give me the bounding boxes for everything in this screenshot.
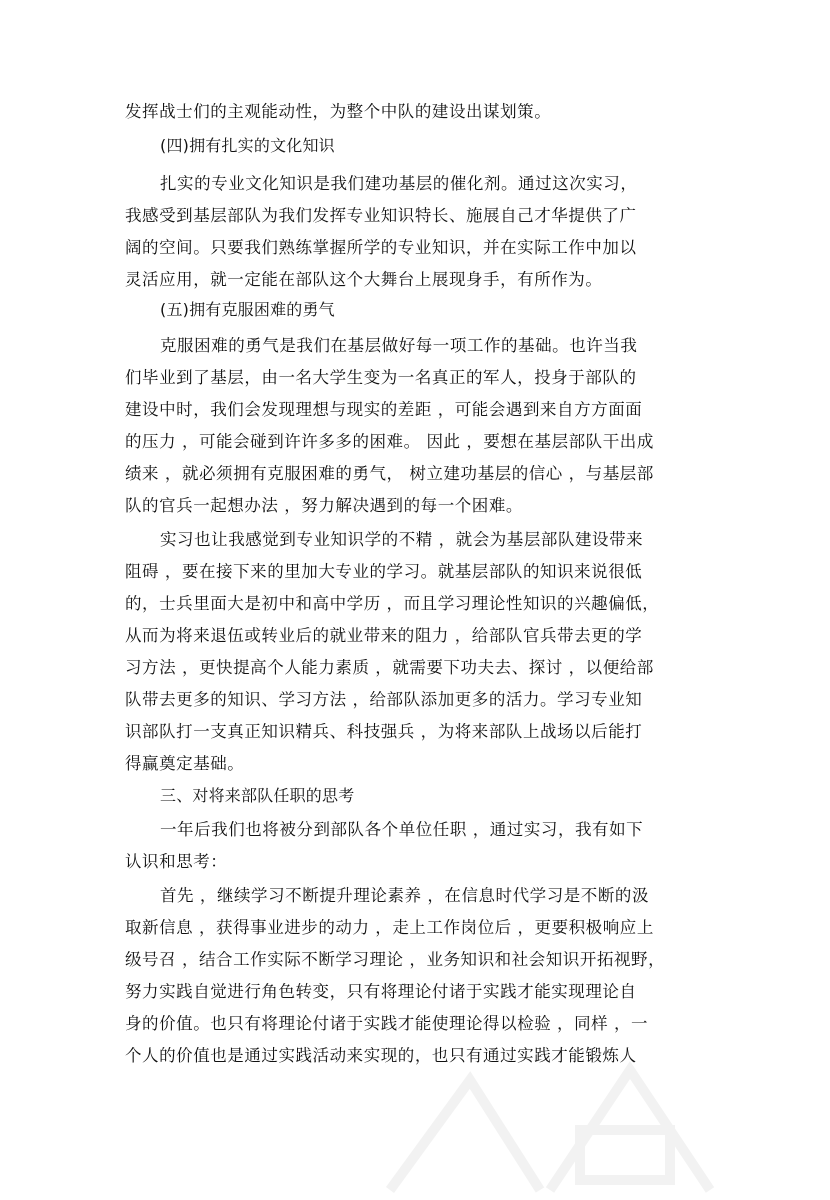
paragraph-line: 阻碍 ，要在接下来的里加大专业的学习。就基层部队的知识来说很低 [125,562,643,581]
paragraph-line: 灵活应用，就一定能在部队这个大舞台上展现身手，有所作为。 [125,270,603,289]
paragraph-line: 认识和思考： [125,852,228,871]
paragraph-line: 队带去更多的知识、学习方法 ，给部队添加更多的活力。学习专业知 [125,690,643,709]
paragraph-line: 我感受到基层部队为我们发挥专业知识特长、施展自己才华提供了广 [125,206,637,225]
paragraph-line: 努力实践自觉进行角色转变，只有将理论付诸于实践才能实现理论自 [125,982,637,1001]
paragraph-line: 识部队打一支真正知识精兵、科技强兵 ，为将来部队上战场以后能打 [125,722,643,741]
watermark-stroke [580,1130,670,1180]
paragraph-line: 发挥战士们的主观能动性，为整个中队的建设出谋划策。 [125,102,552,121]
paragraph-line: 得赢奠定基础。 [125,754,245,773]
paragraph-line: 绩来 ，就必须拥有克服困难的勇气， 树立建功基层的信心 ，与基层部 [125,464,654,483]
watermark-stroke [550,1070,710,1190]
section-heading: (四)拥有扎实的文化知识 [160,136,335,155]
section-heading: 三、对将来部队任职的思考 [160,786,355,805]
section-heading: (五)拥有克服困难的勇气 [160,300,335,319]
paragraph-line: 取新信息 ，获得事业进步的动力 ，走上工作岗位后 ，更要积极响应上 [125,918,654,937]
paragraph-line: 个人的价值也是通过实践活动来实现的，也只有通过实践才能锻炼人 [125,1046,637,1065]
paragraph-line: 级号召 ，结合工作实际不断学习理论 ，业务知识和社会知识开拓视野， [125,950,666,969]
paragraph-line: 首先 ，继续学习不断提升理论素养 ，在信息时代学习是不断的汲 [160,886,649,905]
paragraph-line: 扎实的专业文化知识是我们建功基层的催化剂。通过这次实习， [160,174,638,193]
paragraph-line: 阔的空间。只要我们熟练掌握所学的专业知识，并在实际工作中加以 [125,238,637,257]
paragraph-line: 一年后我们也将被分到部队各个单位任职 ，通过实习，我有如下 [160,820,644,839]
paragraph-line: 队的官兵一起想办法 ，努力解决遇到的每一个困难。 [125,496,523,515]
paragraph-line: 实习也让我感觉到专业知识学的不精 ，就会为基层部队建设带来 [160,530,644,549]
paragraph-line: 们毕业到了基层，由一名大学生变为一名真正的军人，投身于部队的 [125,368,637,387]
paragraph-line: 建设中时，我们会发现理想与现实的差距 ，可能会遇到来自方方面面 [125,400,643,419]
paragraph-line: 的，士兵里面大是初中和高中学历 ，而且学习理论性知识的兴趣偏低， [125,594,660,613]
paragraph-line: 克服困难的勇气是我们在基层做好每一项工作的基础。也许当我 [160,336,638,355]
paragraph-line: 从而为将来退伍或转业后的就业带来的阻力 ，给部队官兵带去更的学 [125,626,643,645]
paragraph-line: 习方法 ，更快提高个人能力素质 ，就需要下功夫去、探讨 ，以便给部 [125,658,654,677]
paragraph-line: 身的价值。也只有将理论付诸于实践才能使理论得以检验 ，同样 ，一 [125,1014,649,1033]
paragraph-line: 的压力 ，可能会碰到许许多多的困难。 因此 ，要想在基层部队干出成 [125,432,654,451]
